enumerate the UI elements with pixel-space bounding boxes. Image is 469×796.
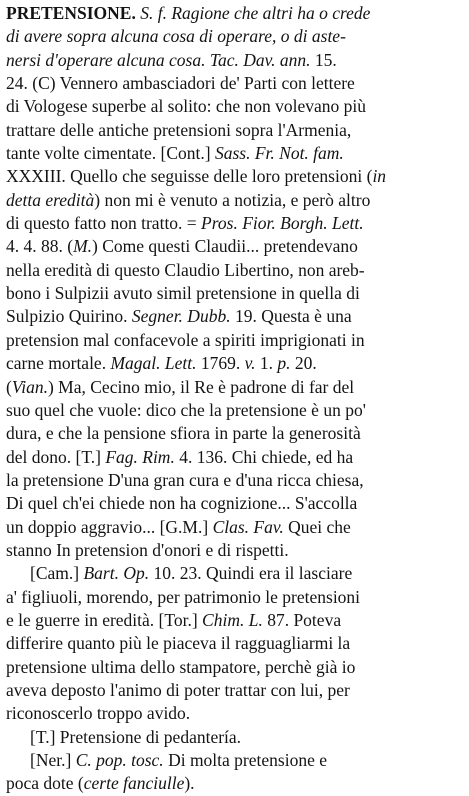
italic-text-run: Magal. Lett.: [110, 353, 197, 374]
entry-line: [6, 492, 466, 515]
entry-text-run: 19. Questa è una: [230, 306, 352, 327]
entry-text-run: Di quel ch'ei chiede non ha cognizione... S'accolla: [6, 493, 358, 514]
entry-text-run: bono i Sulpizii avuto simil pretensione in quella di: [6, 283, 360, 304]
entry-text-run: 10. 23. Quindi era il lasciare: [149, 563, 353, 584]
entry-text-run: poca dote (: [6, 773, 84, 794]
entry-line: [6, 539, 466, 562]
entry-line: [6, 119, 466, 142]
entry-text-run: ).: [184, 773, 195, 794]
entry-text-run: nella eredità di questo Claudio Libertino, non areb-: [6, 259, 365, 280]
italic-text-run: Pros. Fior. Borgh. Lett.: [201, 213, 364, 234]
entry-text-run: differire quanto più le piaceva il ragguagliarmi la: [6, 633, 351, 654]
entry-line: [6, 609, 466, 632]
entry-text-run: 4. 4. 88. (: [6, 236, 74, 257]
entry-text-run: e le guerre in eredità. [Tor.]: [6, 609, 203, 630]
entry-line: [6, 142, 466, 165]
entry-line: [6, 726, 466, 749]
entry-line: [6, 562, 466, 585]
italic-text-run: nersi d'operare alcuna cosa. Tac. Dav. ann.: [6, 49, 311, 70]
entry-text-run: a' figliuoli, morendo, per patrimonio le pretensioni: [6, 586, 361, 607]
italic-text-run: Bart. Op.: [83, 563, 150, 584]
entry-line: [6, 399, 466, 422]
entry-text-run: pretension mal confacevole a spiriti imprigionati in: [6, 329, 365, 350]
entry-text-run: trattare delle antiche pretensioni sopra l'Armenia,: [6, 119, 352, 140]
entry-text-run: [Ner.]: [30, 750, 76, 770]
italic-text-run: v.: [244, 353, 256, 374]
entry-line: [6, 235, 466, 258]
entry-line: [6, 516, 466, 539]
entry-text-run: di Vologese superbe al solito: che non volevano più: [6, 96, 366, 117]
entry-line: [6, 25, 466, 48]
entry-text-run: Di molta pretensione e: [163, 750, 327, 770]
entry-line: [6, 352, 466, 375]
italic-text-run: detta eredità: [6, 189, 95, 210]
entry-text-run: [T.] Pretensione di pedantería.: [30, 726, 242, 747]
entry-line: [6, 305, 466, 328]
entry-line: [6, 72, 466, 95]
entry-text-run: 4. 136. Chi chiede, ed ha: [174, 446, 354, 467]
entry-line: [6, 95, 466, 118]
entry-line: [6, 586, 466, 609]
entry-line: [6, 702, 466, 725]
italic-text-run: certe fanciulle: [83, 773, 185, 794]
entry-line: [6, 189, 466, 212]
entry-text-run: un doppio aggravio... [G.M.]: [6, 516, 213, 537]
entry-line: [6, 469, 466, 492]
entry-line: [6, 679, 466, 702]
italic-text-run: Vian.: [11, 376, 48, 397]
italic-text-run: Chim. L.: [202, 609, 263, 630]
entry-line: [6, 632, 466, 655]
entry-line: [6, 259, 466, 282]
entry-text-run: ) Ma, Cecino mio, il Re è padrone di far del: [47, 376, 355, 397]
entry-line: [6, 749, 466, 772]
italic-text-run: p.: [277, 353, 291, 374]
entry-line: [6, 422, 466, 445]
headword: PRETENSIONE.: [6, 3, 136, 23]
entry-text-run: suo quel che vuole: dico che la pretensione è un po': [6, 399, 366, 420]
entry-text-run: ) non mi è venuto a notizia, e però altro: [94, 189, 371, 210]
italic-text-run: C. pop. tosc.: [75, 750, 164, 770]
entry-text-run: aveva deposto l'animo di poter trattar con lui, per: [6, 679, 350, 700]
entry-text-run: pretensione ultima dello stampatore, perchè già io: [6, 656, 356, 677]
italic-text-run: Sass. Fr. Not. fam.: [214, 143, 344, 164]
entry-text-run: Sulpizio Quirino.: [6, 306, 132, 327]
italic-text-run: M.: [73, 236, 93, 257]
entry-text-run: 15.: [310, 49, 337, 70]
entry-text-run: carne mortale.: [6, 353, 111, 374]
entry-text-run: XXXIII. Quello che seguisse delle loro pretensioni (: [6, 166, 373, 187]
entry-text-run: dura, e che la pensione sfiora in parte la generosità: [6, 423, 361, 444]
entry-text-run: di questo fatto non tratto. =: [6, 213, 202, 234]
entry-line: [6, 49, 466, 72]
italic-text-run: in: [372, 166, 387, 187]
entry-line: [6, 165, 466, 188]
dictionary-entry-pretensione: [6, 2, 466, 796]
entry-line: [6, 772, 466, 795]
entry-text-run: del dono. [T.]: [6, 446, 106, 467]
italic-text-run: di avere sopra alcuna cosa di operare, o di aste-: [6, 26, 346, 47]
entry-text-run: la pretensione D'una gran cura e d'una ricca chiesa,: [6, 469, 364, 490]
italic-text-run: S. f. Ragione che altri ha o crede: [140, 3, 371, 23]
entry-line: [6, 376, 466, 399]
entry-text-run: stanno In pretension d'onori e di rispetti.: [6, 539, 289, 560]
entry-line: [6, 212, 466, 235]
entry-text-run: (: [6, 376, 12, 397]
italic-text-run: Segner. Dubb.: [131, 306, 231, 327]
entry-text-run: 1769.: [196, 353, 245, 374]
italic-text-run: Clas. Fav.: [212, 516, 284, 537]
entry-text-run: 20.: [290, 353, 317, 374]
italic-text-run: Fag. Rim.: [105, 446, 175, 467]
entry-line: [6, 282, 466, 305]
entry-text-run: 1.: [255, 353, 278, 374]
entry-line: [6, 2, 466, 25]
entry-text-run: Quei che: [283, 516, 351, 537]
entry-text-run: 87. Poteva: [262, 609, 342, 630]
entry-text-run: riconoscerlo troppo avido.: [6, 703, 191, 724]
entry-text-run: [Cam.]: [30, 563, 84, 584]
entry-line: [6, 656, 466, 679]
entry-line: [6, 329, 466, 352]
entry-text-run: 24. (C) Vennero ambasciadori de' Parti con lettere: [6, 73, 355, 94]
entry-text-run: ) Come questi Claudii... pretendevano: [92, 236, 358, 257]
entry-line: [6, 446, 466, 469]
entry-text-run: tante volte cimentate. [Cont.]: [6, 143, 215, 164]
